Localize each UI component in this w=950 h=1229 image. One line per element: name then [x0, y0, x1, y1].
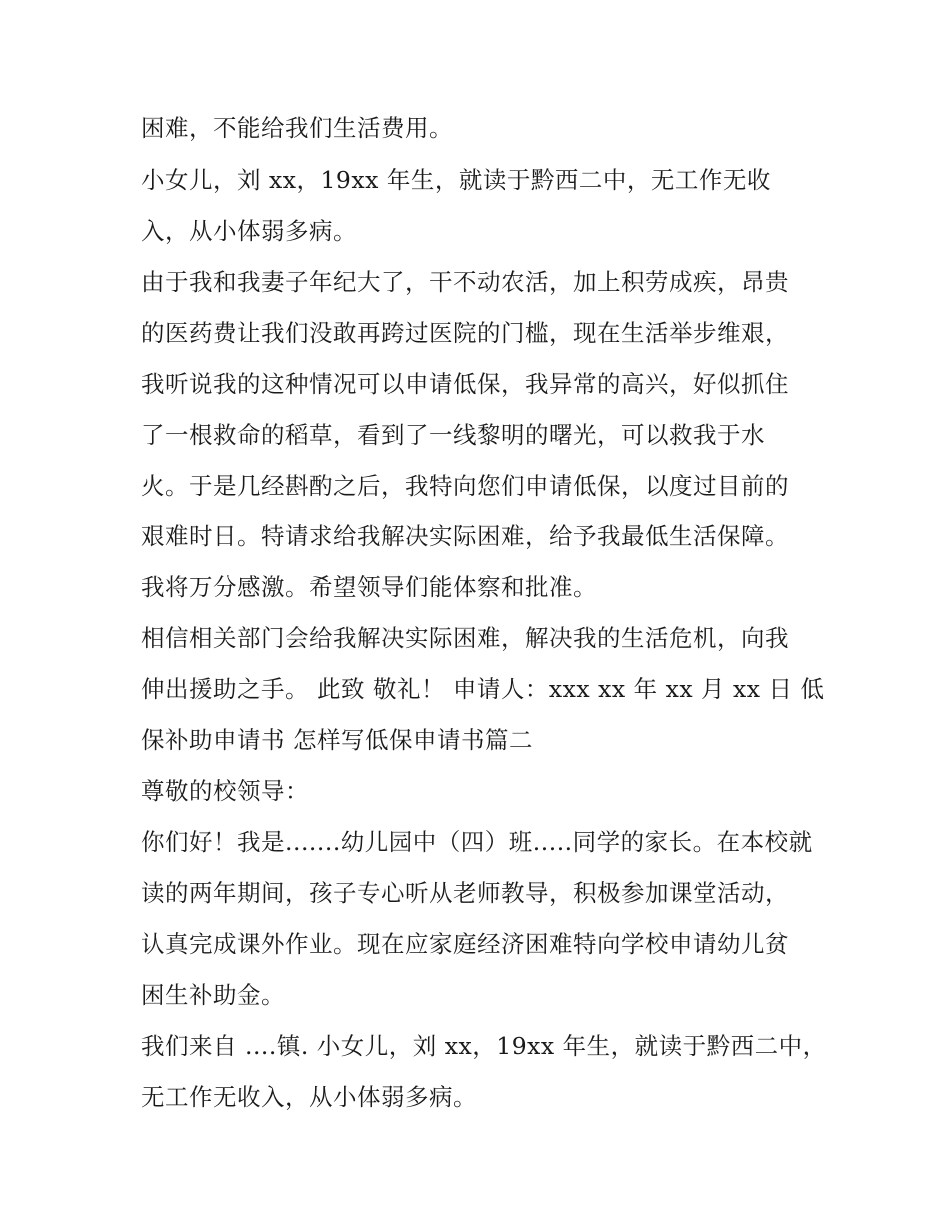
text-line: 读的两年期间，孩子专心听从老师教导，积极参加课堂活动， [141, 879, 789, 907]
text-line: 保补助申请书 怎样写低保申请书篇二 [141, 726, 533, 754]
text-line: 小女儿，刘 xx，19xx 年生，就读于黔西二中，无工作无收 [141, 166, 771, 194]
text-line: 困难，不能给我们生活费用。 [141, 114, 453, 142]
text-line: 的医药费让我们没敢再跨过医院的门槛，现在生活举步维艰， [141, 319, 789, 347]
text-line: 入，从小体弱多病。 [141, 217, 357, 245]
text-line: 困生补助金。 [141, 981, 285, 1009]
text-line: 艰难时日。特请求给我解决实际困难，给予我最低生活保障。 [141, 522, 789, 550]
text-line: 了一根救命的稻草，看到了一线黎明的曙光，可以救我于水 [141, 421, 765, 449]
text-line: 火。于是几经斟酌之后，我特向您们申请低保，以度过目前的 [141, 472, 789, 500]
text-line: 无工作无收入，从小体弱多病。 [141, 1083, 477, 1111]
text-line: 由于我和我妻子年纪大了，干不动农活，加上积劳成疾，昂贵 [141, 268, 789, 296]
text-line: 相信相关部门会给我解决实际困难，解决我的生活危机，向我 [141, 624, 789, 652]
text-line: 伸出援助之手。 此致 敬礼！ 申请人：xxx xx 年 xx 月 xx 日 低 [141, 675, 825, 703]
text-line: 你们好！我是.......幼儿园中（四）班.....同学的家长。在本校就 [141, 828, 813, 856]
text-line: 我将万分感激。希望领导们能体察和批准。 [141, 573, 597, 601]
text-line: 尊敬的校领导： [141, 777, 309, 805]
text-line: 我们来自 ....镇. 小女儿，刘 xx，19xx 年生，就读于黔西二中， [141, 1032, 827, 1060]
text-line: 我听说我的这种情况可以申请低保，我异常的高兴，好似抓住 [141, 370, 789, 398]
text-line: 认真完成课外作业。现在应家庭经济困难特向学校申请幼儿贫 [141, 930, 789, 958]
